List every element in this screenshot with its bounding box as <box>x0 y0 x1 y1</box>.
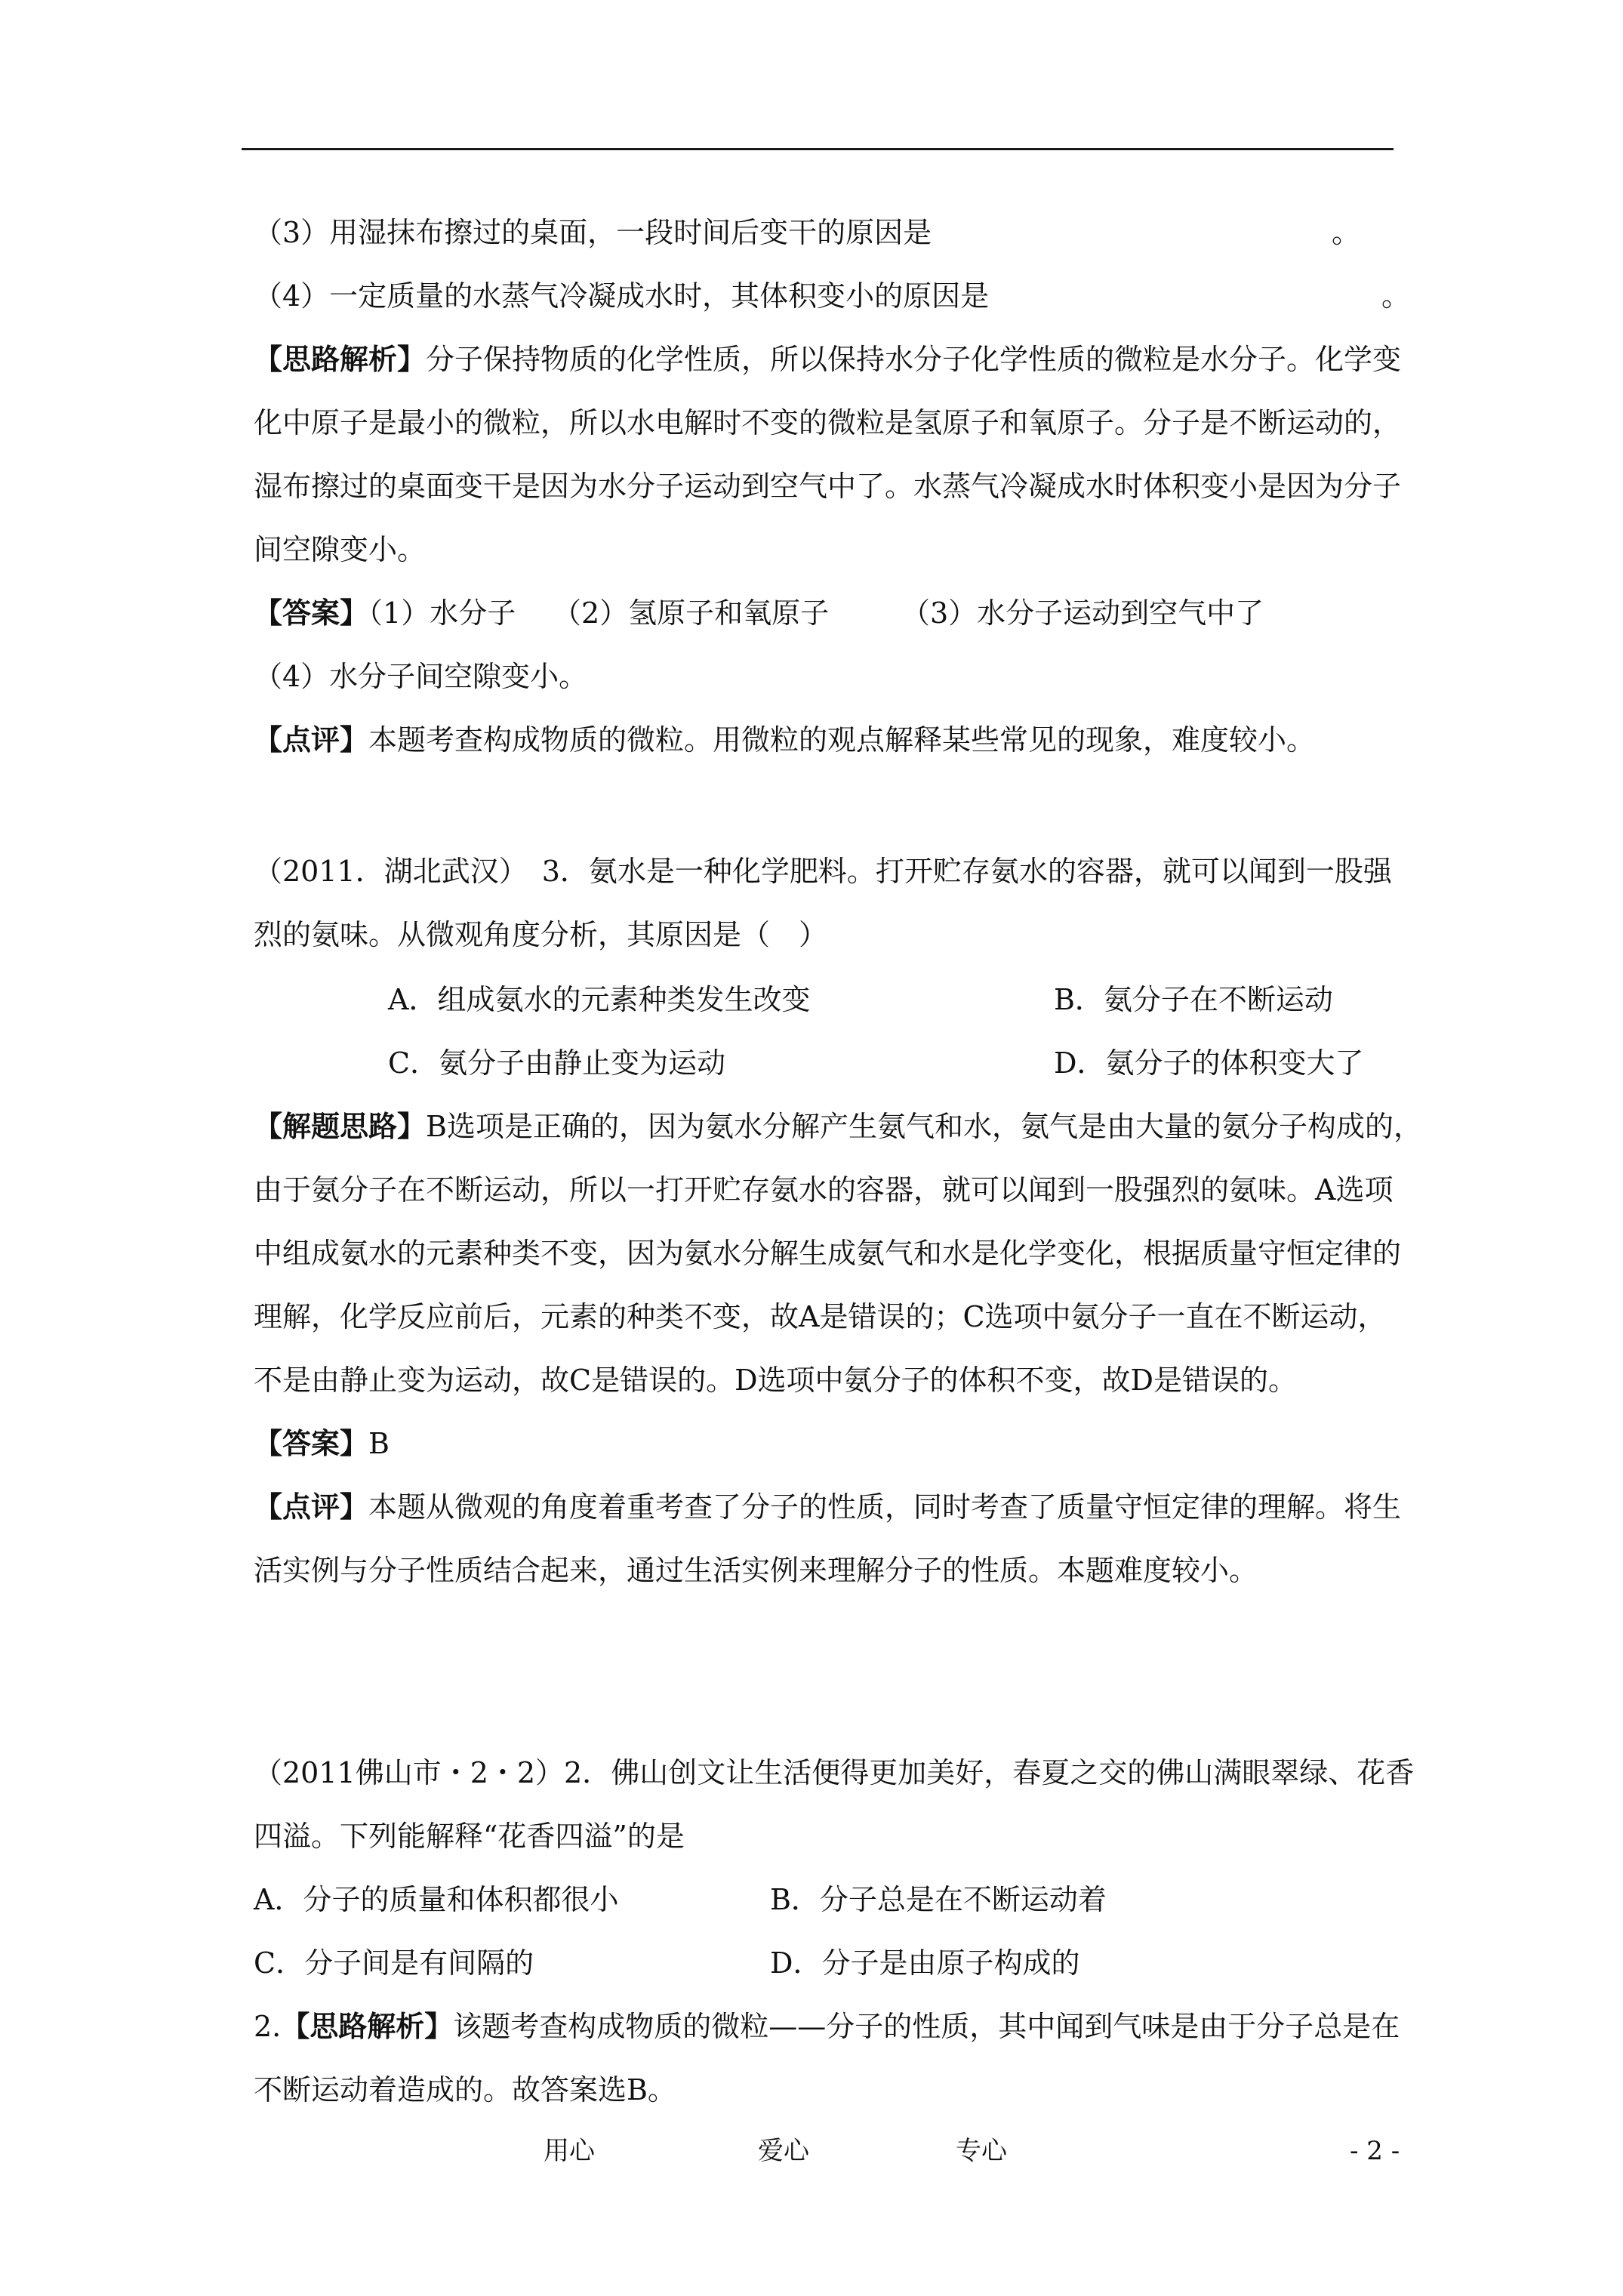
q3-analysis-line-1 <box>254 2007 1400 2046</box>
q2-comment-text-1: 本题从微观的角度着重考查了分子的性质，同时考查了质量守恒定律的理解。将生 <box>368 1490 1402 1524</box>
q3-option-b: B．分子总是在不断运动着 <box>770 1883 1107 1916</box>
q3-analysis-text-1: 该题考查构成物质的微粒——分子的性质，其中闻到气味是由于分子总是在 <box>453 2010 1400 2043</box>
q3-option-c: C．分子间是有间隔的 <box>254 1946 534 1980</box>
q2-option-d: D．氨分子的体积变大了 <box>1054 1046 1364 1080</box>
q2-stem-line-1: （2011．湖北武汉） 3．氨水是一种化学肥料。打开贮存氨水的容器，就可以闻到一股强 <box>254 855 1392 888</box>
page-number: - 2 - <box>1350 2136 1400 2166</box>
q2-analysis-label: 【解题思路】 <box>254 1109 427 1143</box>
q2-comment-line-1 <box>254 1487 1401 1527</box>
q2-comment-label: 【点评】 <box>254 1490 369 1524</box>
q1-comment-label: 【点评】 <box>254 723 369 757</box>
q2-analysis-line-1 <box>254 1107 1422 1146</box>
q1-answer-4: （4）水分子间空隙变小。 <box>254 660 588 693</box>
footer-right: 专心 <box>956 2136 1007 2166</box>
q2-analysis-text-1: B选项是正确的，因为氨水分解产生氨气和水，氨气是由大量的氨分子构成的， <box>426 1110 1422 1143</box>
q2-option-a: A．组成氨水的元素种类发生改变 <box>388 983 811 1016</box>
q1-analysis-line-4: 间空隙变小。 <box>254 533 427 566</box>
q2-option-b: B．氨分子在不断运动 <box>1054 983 1333 1016</box>
q2-analysis-line-3: 中组成氨水的元素种类不变，因为氨水分解生成氨气和水是化学变化，根据质量守恒定律的 <box>254 1237 1402 1270</box>
footer-middle: 爱心 <box>758 2136 809 2166</box>
q1-answer-line-1 <box>254 593 516 633</box>
q3-option-d: D．分子是由原子构成的 <box>770 1946 1080 1980</box>
q2-analysis-line-5: 不是由静止变为运动，故C是错误的。D选项中氨分子的体积不变，故D是错误的。 <box>254 1364 1298 1397</box>
q1-line3 <box>254 213 932 252</box>
q1-line3-end: 。 <box>1332 216 1361 249</box>
header-rule <box>242 148 1394 150</box>
q3-stem-line-1: （2011佛山市・2・2）2．佛山创文让生活便得更加美好，春夏之交的佛山满眼翠绿、花香 <box>254 1756 1415 1789</box>
q1-line3-text: （3）用湿抹布擦过的桌面，一段时间后变干的原因是 <box>254 216 932 249</box>
q3-option-a: A．分子的质量和体积都很小 <box>254 1883 619 1916</box>
q3-analysis-label: 【思路解析】 <box>281 2009 454 2043</box>
q1-line4-end: 。 <box>1381 279 1411 313</box>
q1-analysis-line-3: 湿布擦过的桌面变干是因为水分子运动到空气中了。水蒸气冷凝成水时体积变小是因为分子 <box>254 470 1402 503</box>
q3-analysis-number: 2. <box>254 2010 282 2043</box>
q1-answer-1: （1）水分子 <box>368 596 516 630</box>
q3-stem-line-2: 四溢。下列能解释“花香四溢”的是 <box>254 1820 685 1853</box>
q2-analysis-line-4: 理解，化学反应前后，元素的种类不变，故A是错误的；C选项中氨分子一直在不断运动， <box>254 1300 1387 1333</box>
footer-left: 用心 <box>544 2136 595 2166</box>
q2-comment-line-2: 活实例与分子性质结合起来，通过生活实例来理解分子的性质。本题难度较小。 <box>254 1554 1258 1587</box>
q1-analysis-line-1 <box>254 340 1401 379</box>
q1-line4-text: （4）一定质量的水蒸气冷凝成水时，其体积变小的原因是 <box>254 279 990 313</box>
q3-analysis-line-2: 不断运动着造成的。故答案选B。 <box>254 2073 676 2106</box>
q1-comment-text: 本题考查构成物质的微粒。用微粒的观点解释某些常见的现象，难度较小。 <box>368 723 1316 757</box>
q1-answer-label: 【答案】 <box>254 596 369 630</box>
q2-stem-line-2: 烈的氨味。从微观角度分析，其原因是（ ） <box>254 918 828 951</box>
q2-analysis-line-2: 由于氨分子在不断运动，所以一打开贮存氨水的容器，就可以闻到一股强烈的氨味。A选项 <box>254 1173 1394 1207</box>
q1-comment <box>254 720 1315 760</box>
q2-option-c: C．氨分子由静止变为运动 <box>388 1046 726 1080</box>
q1-answer-2: （2）氢原子和氧原子 <box>553 596 830 630</box>
q2-answer <box>254 1424 390 1463</box>
q1-answer-3: （3）水分子运动到空气中了 <box>901 596 1264 630</box>
q1-line4 <box>254 276 989 316</box>
q2-answer-value: B <box>368 1427 390 1460</box>
q1-analysis-line-2: 化中原子是最小的微粒，所以水电解时不变的微粒是氢原子和氧原子。分子是不断运动的， <box>254 406 1402 439</box>
q1-analysis-text-1: 分子保持物质的化学性质，所以保持水分子化学性质的微粒是水分子。化学变 <box>426 343 1402 376</box>
q1-analysis-label: 【思路解析】 <box>254 342 427 376</box>
q2-answer-label: 【答案】 <box>254 1426 369 1460</box>
